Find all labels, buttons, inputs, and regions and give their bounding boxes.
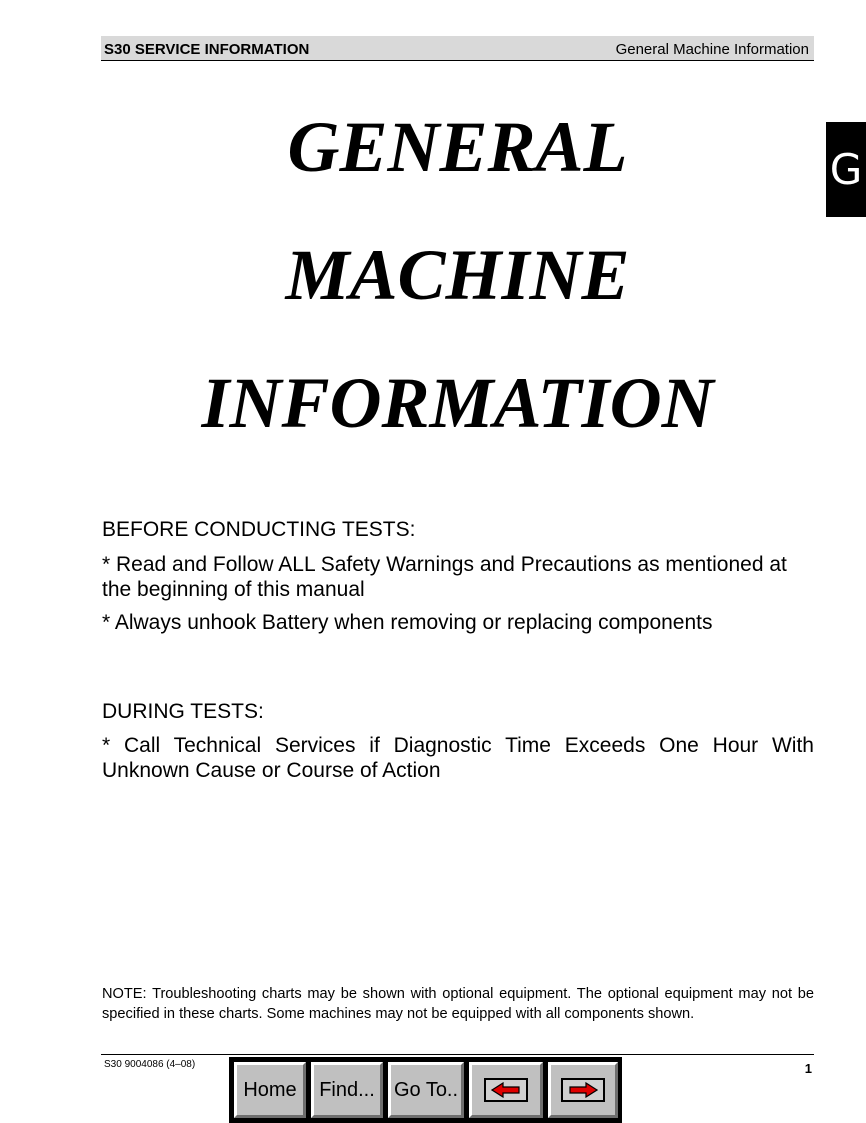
navigation-toolbar	[229, 1057, 622, 1123]
left-arrow-icon	[491, 1082, 521, 1098]
home-button[interactable]: Home	[234, 1062, 306, 1118]
document-code: S30 9004086 (4–08)	[104, 1059, 196, 1070]
header-left-text: S30 SERVICE INFORMATION	[104, 41, 310, 58]
go-to-button[interactable]: Go To..	[388, 1062, 464, 1118]
next-page-button[interactable]	[548, 1062, 618, 1118]
title-line-1: GENERAL	[287, 107, 628, 187]
troubleshooting-note: NOTE: Troubleshooting charts may be shown with optional equipment. The optional equipment may not be specified in these charts. Some machines may not be equipped with all components shown.	[102, 986, 814, 1022]
page-header	[101, 36, 814, 61]
before-tests-item: * Always unhook Battery when removing or replacing components	[102, 611, 713, 634]
title-line-2: MACHINE	[285, 235, 630, 315]
before-tests-heading: BEFORE CONDUCTING TESTS:	[102, 518, 416, 541]
before-tests-item: * Read and Follow ALL Safety Warnings and Precautions as mentioned at the beginning of this manual	[102, 553, 787, 601]
previous-page-button[interactable]	[469, 1062, 543, 1118]
next-arrow-frame	[561, 1078, 605, 1102]
during-tests-heading: DURING TESTS:	[102, 700, 264, 723]
right-arrow-icon	[568, 1082, 598, 1098]
find-button[interactable]: Find...	[311, 1062, 383, 1118]
previous-arrow-frame	[484, 1078, 528, 1102]
during-tests-item: * Call Technical Services if Diagnostic Time Exceeds One Hour With Unknown Cause or Course of Action	[102, 734, 814, 782]
footer-divider	[101, 1054, 814, 1055]
page-number: 1	[804, 1061, 812, 1076]
header-right-text: General Machine Information	[615, 41, 809, 58]
section-tab	[826, 122, 866, 217]
title-line-3: INFORMATION	[201, 363, 714, 443]
section-tab-letter: G	[829, 145, 863, 194]
